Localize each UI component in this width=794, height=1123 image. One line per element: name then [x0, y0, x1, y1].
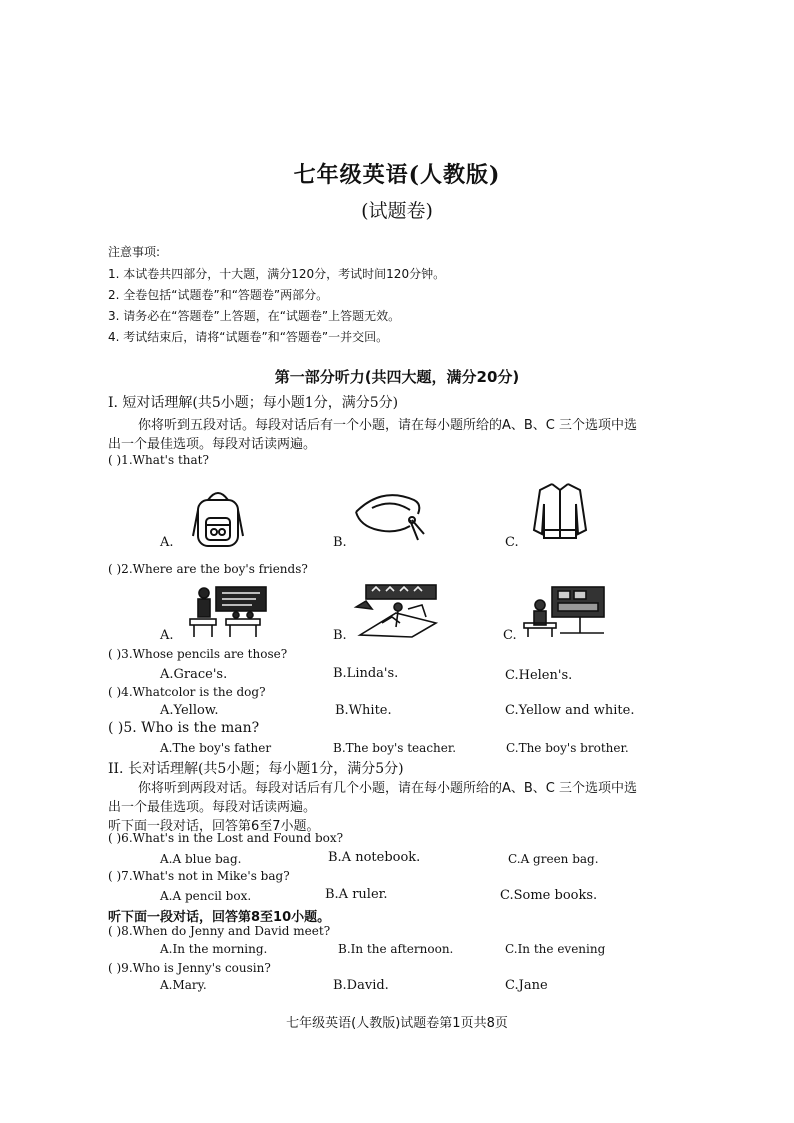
- option-c: C.Jane: [505, 978, 548, 993]
- section1-heading: I. 短对话理解(共5小题；每小题1分，满分5分): [108, 395, 399, 411]
- option-b: B.The boy's teacher.: [333, 741, 457, 755]
- art-room-icon: [352, 583, 446, 639]
- notes-item: 4. 考试结束后，请将“试题卷”和“答题卷”一并交回。: [108, 330, 389, 344]
- option-a: A.In the morning.: [160, 942, 268, 956]
- part1-title: 第一部分听力(共四大题，满分20分): [274, 368, 520, 386]
- page-subtitle: (试题卷): [361, 200, 433, 222]
- notes-item: 2. 全卷包括“试题卷”和“答题卷”两部分。: [108, 288, 329, 302]
- question-stem: ( )9.Who is Jenny's cousin?: [108, 961, 271, 975]
- option-c: C.A green bag.: [508, 852, 599, 866]
- notes-item: 1. 本试卷共四部分，十大题，满分120分，考试时间120分钟。: [108, 267, 446, 281]
- library-icon: [520, 583, 608, 639]
- option-a: A.The boy's father: [160, 741, 272, 755]
- option-b: B.Linda's.: [333, 666, 399, 681]
- option-a: A.Mary.: [160, 978, 207, 992]
- option-b: B.: [333, 628, 347, 643]
- option-a: A.: [160, 535, 174, 550]
- option-a: A.: [160, 628, 174, 643]
- option-b: B.White.: [335, 703, 392, 718]
- option-c: C.Helen's.: [505, 668, 573, 683]
- option-b: B.A notebook.: [328, 850, 421, 865]
- option-c: C.: [503, 628, 517, 643]
- option-c: C.In the evening: [505, 942, 606, 956]
- question-stem: ( )4.Whatcolor is the dog?: [108, 685, 266, 699]
- section2-instr: 你将听到两段对话。每段对话后有几个小题，请在每小题所给的A、B、C 三个选项中选: [138, 781, 638, 796]
- backpack-icon: [190, 488, 246, 550]
- section2-heading: II. 长对话理解(共5小题；每小题1分，满分5分): [108, 761, 404, 777]
- classroom-icon: [186, 583, 270, 639]
- dialogue-lead: 听下面一段对话，回答第6至7小题。: [108, 819, 320, 834]
- hat-icon: [352, 490, 432, 545]
- question-stem: ( )5. Who is the man?: [108, 720, 260, 736]
- section2-instr: 出一个最佳选项。每段对话读两遍。: [108, 800, 317, 815]
- option-a: A.A pencil box.: [160, 889, 252, 903]
- option-c: C.Some books.: [500, 888, 598, 903]
- option-b: B.A ruler.: [325, 887, 388, 902]
- question-stem: ( )8.When do Jenny and David meet?: [108, 924, 331, 938]
- question-stem: ( )6.What's in the Lost and Found box?: [108, 831, 344, 845]
- notes-heading: 注意事项:: [108, 245, 161, 259]
- option-b: B.In the afternoon.: [338, 942, 454, 956]
- section1-instr: 你将听到五段对话。每段对话后有一个小题，请在每小题所给的A、B、C 三个选项中选: [138, 418, 638, 433]
- option-c: C.The boy's brother.: [506, 741, 629, 755]
- option-b: B.: [333, 535, 347, 550]
- page-title: 七年级英语(人教版): [293, 162, 501, 188]
- question-stem: ( )7.What's not in Mike's bag?: [108, 869, 290, 883]
- section1-instr: 出一个最佳选项。每段对话读两遍。: [108, 437, 317, 452]
- page-footer: 七年级英语(人教版)试题卷第1页共8页: [286, 1016, 508, 1031]
- question-stem: ( )3.Whose pencils are those?: [108, 647, 288, 661]
- notes-item: 3. 请务必在“答题卷”上答题，在“试题卷”上答题无效。: [108, 309, 401, 323]
- option-a: A.Yellow.: [160, 703, 219, 718]
- question-stem: ( )2.Where are the boy's friends?: [108, 562, 308, 576]
- option-c: C.: [505, 535, 519, 550]
- question-stem: ( )1.What's that?: [108, 453, 209, 467]
- option-a: A.A blue bag.: [160, 852, 242, 866]
- option-a: A.Grace's.: [160, 667, 228, 682]
- option-c: C.Yellow and white.: [505, 703, 635, 718]
- option-b: B.David.: [333, 978, 389, 993]
- dialogue-lead: 听下面一段对话，回答第8至10小题。: [108, 910, 331, 925]
- jacket-icon: [530, 480, 590, 542]
